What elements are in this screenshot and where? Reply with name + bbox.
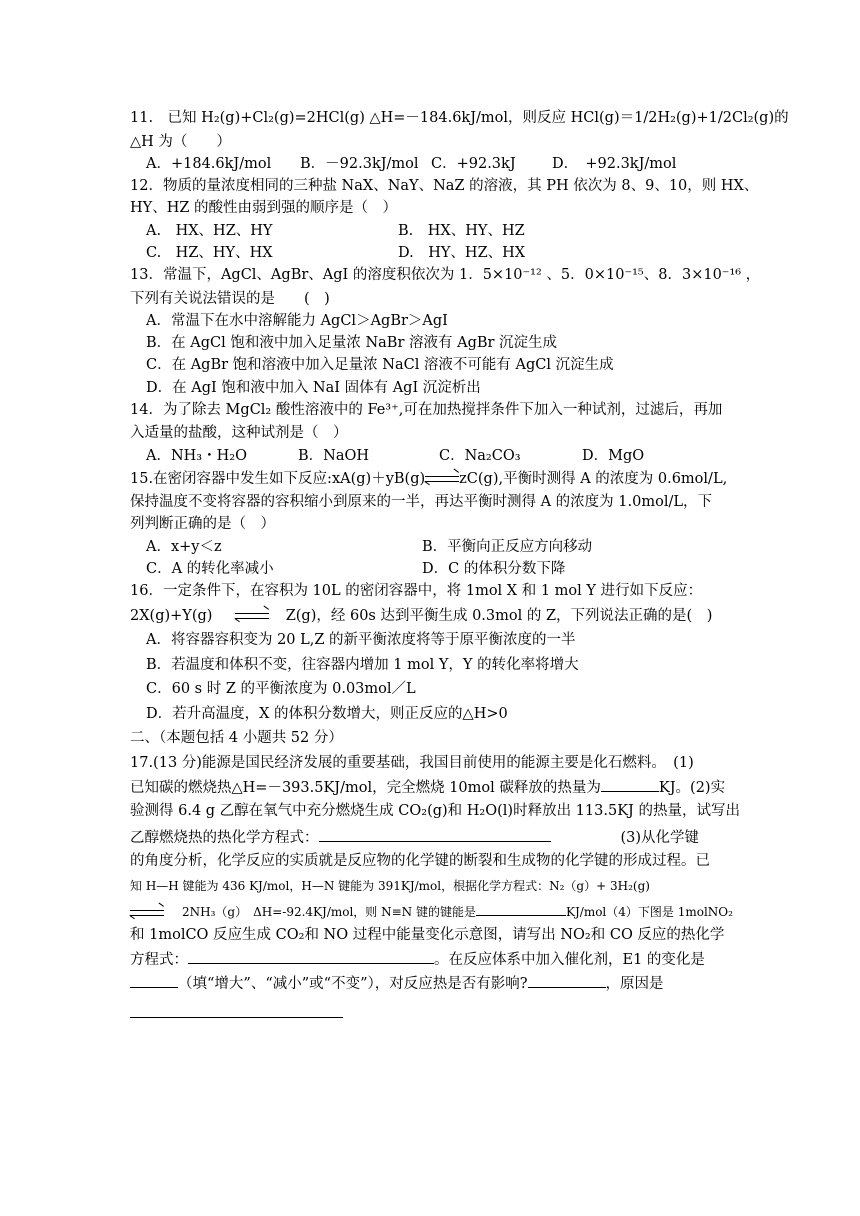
q11-option-c: C．+92.3kJ xyxy=(431,156,516,172)
q14-option-c: C．Na₂CO₃ xyxy=(439,448,521,464)
q17-line9-part1: 方程式： xyxy=(130,952,188,968)
q16-stem-line1: 16．一定条件下，在容积为 10L 的密闭容器中，将 1mol X 和 1 mol Y 进行如下反应： xyxy=(130,583,703,599)
q15-option-b: B．平衡向正反应方向移动 xyxy=(422,539,593,555)
q17-line4 xyxy=(130,827,730,848)
q16-option-a: A．将容器容积变为 20 L,Z 的新平衡浓度将等于原平衡浓度的一半 xyxy=(146,632,576,648)
q15-stem-part2: zC(g),平衡时测得 A 的浓度为 0.6mol/L, xyxy=(459,471,728,487)
q15-option-a: A．x+y＜z xyxy=(146,539,222,555)
q15-options-row1 xyxy=(146,537,746,557)
q11-option-a: A．+184.6kJ/mol xyxy=(146,156,272,172)
q17-line9 xyxy=(130,949,730,970)
q13-stem-line1: 13．常温下，AgCl、AgBr、AgI 的溶度积依次为 1．5×10⁻¹² 、5．0×10⁻¹⁵、8．3×10⁻¹⁶ ， xyxy=(130,267,761,283)
q17-line3: 验测得 6.4 g 乙醇在氧气中充分燃烧生成 CO₂(g)和 H₂O(l)时释放出 113.5KJ 的热量，试写出 xyxy=(130,803,740,819)
q17-line2-part2: KJ。(2)实 xyxy=(658,780,726,796)
q17-line6: 知 H—H 键能为 436 KJ/mol，H—N 键能为 391KJ/mol，根据化学方程式：N₂（g）+ 3H₂(g) xyxy=(130,879,650,893)
answer-blank-no2-co-equation[interactable] xyxy=(188,949,434,964)
q11-options xyxy=(146,154,746,174)
q14-options xyxy=(146,446,746,466)
q12-stem-line2: HY、HZ 的酸性由弱到强的顺序是（ ） xyxy=(130,200,398,216)
q15-options-row2 xyxy=(146,559,746,579)
q14-option-a: A．NH₃・H₂O xyxy=(146,448,247,464)
q15-stem-line3: 列判断正确的是（ ） xyxy=(130,516,275,532)
q17-line7-part2: KJ/mol（4）下图是 1molNO₂ xyxy=(566,905,733,919)
q17-line7 xyxy=(130,901,733,922)
q17-line1: 17.(13 分)能源是国民经济发展的重要基础，我国目前使用的能源主要是化石燃料。 (1) xyxy=(130,755,694,771)
q13-option-c: C．在 AgBr 饱和溶液中加入足量浓 NaCl 溶液不可能有 AgCl 沉淀生成 xyxy=(146,357,614,373)
q17-line9-part2: 。在反应体系中加入催化剂，E1 的变化是 xyxy=(434,952,705,968)
q16-option-b: B．若温度和体积不变，往容器内增加 1 mol Y，Y 的转化率将增大 xyxy=(146,657,579,673)
section-2-heading: 二、（本题包括 4 小题共 52 分） xyxy=(130,730,343,746)
q17-line2 xyxy=(130,777,730,798)
answer-blank-reason[interactable] xyxy=(130,1017,343,1018)
q16-stem-part1: 2X(g)+Y(g) xyxy=(130,608,213,624)
q11-stem-line1: 11. 已知 H₂(g)+Cl₂(g)=2HCl(g) △H=－184.6kJ/mol，则反应 HCl(g)＝1/2H₂(g)+1/2Cl₂(g)的 xyxy=(130,110,789,126)
answer-blank-bond-energy[interactable] xyxy=(476,901,566,916)
q17-line7-part1: 2NH₃（g） ΔH=-92.4KJ/mol，则 N≡N 键的键能是 xyxy=(182,905,476,919)
q15-stem-line2: 保持温度不变将容器的容积缩小到原来的一半，再达平衡时测得 A 的浓度为 1.0mol/L，下 xyxy=(130,494,712,510)
q17-line4-part1: 乙醇燃烧热的热化学方程式： xyxy=(130,830,319,846)
q12-option-b: B. HX、HY、HZ xyxy=(398,223,525,239)
equilibrium-arrow-icon xyxy=(425,474,459,484)
q13-option-b: B．在 AgCl 饱和液中加入足量浓 NaBr 溶液有 AgBr 沉淀生成 xyxy=(146,335,558,351)
equilibrium-arrow-icon xyxy=(235,611,269,621)
q12-option-c: C. HZ、HY、HX xyxy=(146,245,273,261)
q13-option-a: A．常温下在水中溶解能力 AgCl＞AgBr＞AgI xyxy=(146,313,448,329)
q16-stem-line2 xyxy=(130,606,730,626)
q17-line10-part1: （填“增大”、“减小”或“不变”），对反应热是否有影响? xyxy=(178,976,528,992)
q14-stem-line2: 入适量的盐酸，这种试剂是（ ） xyxy=(130,425,348,441)
answer-blank-e1-change[interactable] xyxy=(130,973,178,988)
q17-line5: 的角度分析，化学反应的实质就是反应物的化学键的断裂和生成物的化学键的形成过程。已 xyxy=(130,853,710,869)
q16-option-d: D．若升高温度，X 的体积分数增大，则正反应的△H>0 xyxy=(146,706,508,722)
q11-option-d: D． +92.3kJ/mol xyxy=(552,156,677,172)
q14-stem-line1: 14．为了除去 MgCl₂ 酸性溶液中的 Fe³⁺,可在加热搅拌条件下加入一种试剂，过滤后，再加 xyxy=(130,402,723,418)
q12-options-row1 xyxy=(146,221,746,241)
q13-option-d: D．在 AgI 饱和液中加入 NaI 固体有 AgI 沉淀析出 xyxy=(146,380,481,396)
q12-stem-line1: 12．物质的量浓度相同的三种盐 NaX、NaY、NaZ 的溶液，其 PH 依次为 8、9、10，则 HX、 xyxy=(130,178,759,194)
q17-line8: 和 1molCO 反应生成 CO₂和 NO 过程中能量变化示意图，请写出 NO₂和 CO 反应的热化学 xyxy=(130,927,725,943)
q17-line2-part1: 已知碳的燃烧热△H=－393.5KJ/mol，完全燃烧 10mol 碳释放的热量为 xyxy=(130,780,601,796)
q15-option-d: D．C 的体积分数下降 xyxy=(422,561,566,577)
q15-option-c: C．A 的转化率减小 xyxy=(146,561,274,577)
q12-option-d: D. HY、HZ、HX xyxy=(398,245,526,261)
q11-stem-line2: △H 为（ ） xyxy=(130,134,231,150)
q17-line10 xyxy=(130,973,730,994)
q15-stem-line1 xyxy=(130,469,730,489)
answer-blank-effect[interactable] xyxy=(528,973,606,988)
q12-options-row2 xyxy=(146,243,746,263)
q15-stem-part1: 15.在密闭容器中发生如下反应:xA(g)＋yB(g) xyxy=(130,471,426,487)
q16-stem-part2: Z(g)，经 60s 达到平衡生成 0.3mol 的 Z，下列说法正确的是( ) xyxy=(285,608,713,624)
q17-line4-part2: (3)从化学键 xyxy=(620,830,700,846)
equilibrium-arrow-icon xyxy=(130,908,164,918)
q17-line10-part2: ，原因是 xyxy=(605,976,664,992)
q14-option-d: D．MgO xyxy=(582,448,645,464)
answer-blank-equation[interactable] xyxy=(319,827,551,842)
q14-option-b: B．NaOH xyxy=(298,448,370,464)
q16-option-c: C．60 s 时 Z 的平衡浓度为 0.03mol／L xyxy=(146,681,416,697)
q13-stem-line2: 下列有关说法错误的是 ( ) xyxy=(130,291,330,307)
q12-option-a: A. HX、HZ、HY xyxy=(146,223,273,239)
q11-option-b: B．－92.3kJ/mol xyxy=(300,156,419,172)
answer-blank-heat[interactable] xyxy=(601,777,659,792)
